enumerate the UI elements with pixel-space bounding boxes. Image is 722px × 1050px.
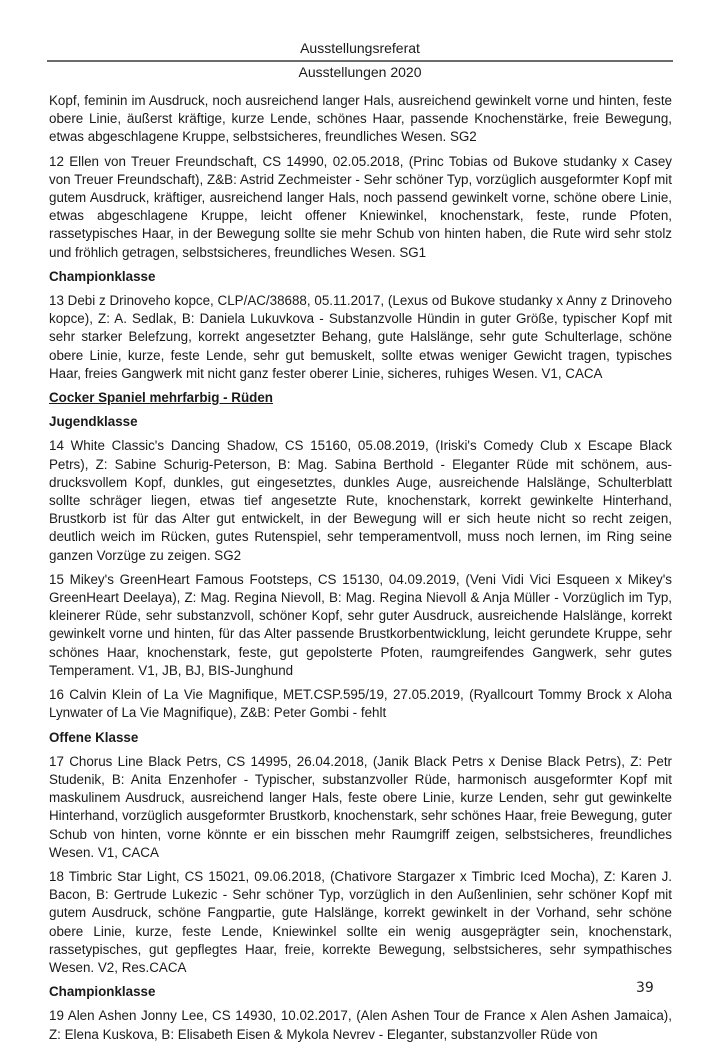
header-subtitle: Ausstellungen 2020 (298, 64, 422, 80)
class-heading-offene-klasse: Offene Klasse (49, 729, 139, 745)
header-title: Ausstellungsreferat (300, 40, 420, 56)
header-divider (47, 60, 673, 62)
entry-16: 16 Calvin Klein of La Vie Magnifique, MET.CSP.595/19, 27.05.2019, (Ryallcourt Tommy Brock x Aloha Lynwater of La Vie Magnifique), Z&B: Peter Gombi - fehlt (49, 687, 672, 721)
class-heading-championklasse-2: Championklasse (49, 984, 156, 1000)
class-heading-jugendklasse: Jugendklasse (49, 414, 138, 430)
page-number: 39 (636, 980, 654, 996)
page-header (47, 40, 673, 81)
entry-15: 15 Mikey's GreenHeart Famous Footsteps, CS 15130, 04.09.2019, (Veni Vidi Vici Esqueen x Mikey's GreenHeart Deelaya), Z: Mag. Regina Nievoll, B: Mag. Regina Nievoll & Anja Müller - Vorzüglich im Typ, kleinerer Rüde, sehr substanzvoll, schöner Kopf, sehr guter Ausdruck, ausreichende Halslänge, korrekt gewinkelt vorne und hinten, für das Alter passende Brustkorbentwicklung, leicht gerundete Kruppe, sehr schönes Haar, knochenstark, feste, gut gepolsterte Pfoten, raumgreifendes Gangwerk, sehr gutes Temperament. V1, JB, BJ, BIS-Junghund (49, 571, 672, 678)
breed-heading: Cocker Spaniel mehrfarbig - Rüden (49, 390, 273, 406)
entry-19: 19 Alen Ashen Jonny Lee, CS 14930, 10.02.2017, (Alen Ashen Tour de France x Alen Ashen Jamaica), Z: Elena Kuskova, B: Elisabeth Eisen & Mykola Nevrev - Eleganter, substanzvoller Rüde von (49, 1008, 672, 1042)
entry-14: 14 White Classic's Dancing Shadow, CS 15160, 05.08.2019, (Iriski's Comedy Club x Escape Black Petrs), Z: Sabine Schurig-Peterson, B: Mag. Sabina Berthold - Eleganter Rüde mit schönem, ausdrucksvollem Kopf, dunkles, gut eingesetztes, dunkles Auge, ausreichende Halslänge, Schulterblatt sollte schräger liegen, etwas tief angesetzte Rute, knochenstark, korrekt gewinkelte Hinterhand, Brustkorb ist für das Alter gut entwickelt, in der Bewegung will er sich heute nicht so recht zeigen, deutlich weich im Rücken, gutes Rutenspiel, sehr temperamentvoll, muss noch lernen, im Ring seine ganzen Vorzüge zu zeigen. SG2 (49, 438, 672, 563)
entry-13: 13 Debi z Drinoveho kopce, CLP/AC/38688, 05.11.2017, (Lexus od Bukove studanky x Anny z Drinoveho kopce), Z: A. Sedlak, B: Daniela Lukuvkova - Substanzvolle Hündin in guter Größe, typischer Kopf mit sehr starker Belefzung, korrekt angesetzter Behang, gute Halslänge, sehr gute Schulterlage, schöne obere Linie, kurze, feste Lende, sehr gut bemuskelt, sollte etwas weniger Gewicht tragen, typisches Haar, freies Gangwerk mit nicht ganz fester oberer Linie, sicheres, ruhiges Wesen. V1, CACA (49, 293, 672, 381)
class-heading-championklasse: Championklasse (49, 268, 156, 284)
page-body (49, 92, 672, 1050)
entry-18: 18 Timbric Star Light, CS 15021, 09.06.2018, (Chativore Stargazer x Timbric Iced Mocha), Z: Karen J. Bacon, B: Gertrude Lukezic - Sehr schöner Typ, vorzüglich in den Außenlinien, sehr schöner Kopf mit gutem Ausdruck, schöne Fangpartie, gute Halslänge, korrekt gewinkelt in der Vorhand, sehr schöne obere Linie, kurze, feste Lende, Kniewinkel sollte ein wenig ausgeprägter sein, knochenstark, rassetypisches, gut gepflegtes Haar, freie, korrekte Bewegung, selbstsicheres, sehr sympathisches Wesen. V2, Res.CACA (49, 868, 672, 975)
entry-12: 12 Ellen von Treuer Freundschaft, CS 14990, 02.05.2018, (Princ Tobias od Bukove studanky x Casey von Treuer Freundschaft), Z&B: Astrid Zechmeister - Sehr schöner Typ, vorzüglich ausgeformter Kopf mit gutem Ausdruck, kräftiger, ausreichend langer Hals, noch passend gewinkelt vorne, schöne obere Linie, etwas abgeschlagene Kruppe, leicht offener Kniewinkel, knochenstark, feste, runde Pfoten, rassetypisches Haar, in der Bewegung sollte sie mehr Schub von hinten haben, die Rute wird sehr stolz und fröhlich getragen, selbstsicheres, freundliches Wesen. SG1 (49, 153, 672, 260)
entry-continuation: Kopf, feminin im Ausdruck, noch ausreichend langer Hals, ausreichend gewinkelt vorne und hinten, feste obere Linie, äußerst kräftige, kurze Lende, schönes Haar, passende Knochenstärke, freie Bewegung, etwas abgeschlagene Kruppe, selbstsicheres, freundliches Wesen. SG2 (49, 93, 672, 145)
entry-17: 17 Chorus Line Black Petrs, CS 14995, 26.04.2018, (Janik Black Petrs x Denise Black Petrs), Z: Petr Studenik, B: Anita Enzenhofer - Typischer, substanzvoller Rüde, harmonisch ausgeformter Kopf mit maskulinem Ausdruck, ausreichend langer Hals, feste obere Linie, kurze Lenden, sehr gut gewinkelte Hinterhand, vorzüglich ausgeformter Brustkorb, knochenstark, sehr schönes Haar, freie Bewegung, guter Schub von hinten, vorne könnte er ein bisschen mehr Raumgriff zeigen, selbstsicheres, freundliches Wesen. V1, CACA (49, 753, 672, 860)
